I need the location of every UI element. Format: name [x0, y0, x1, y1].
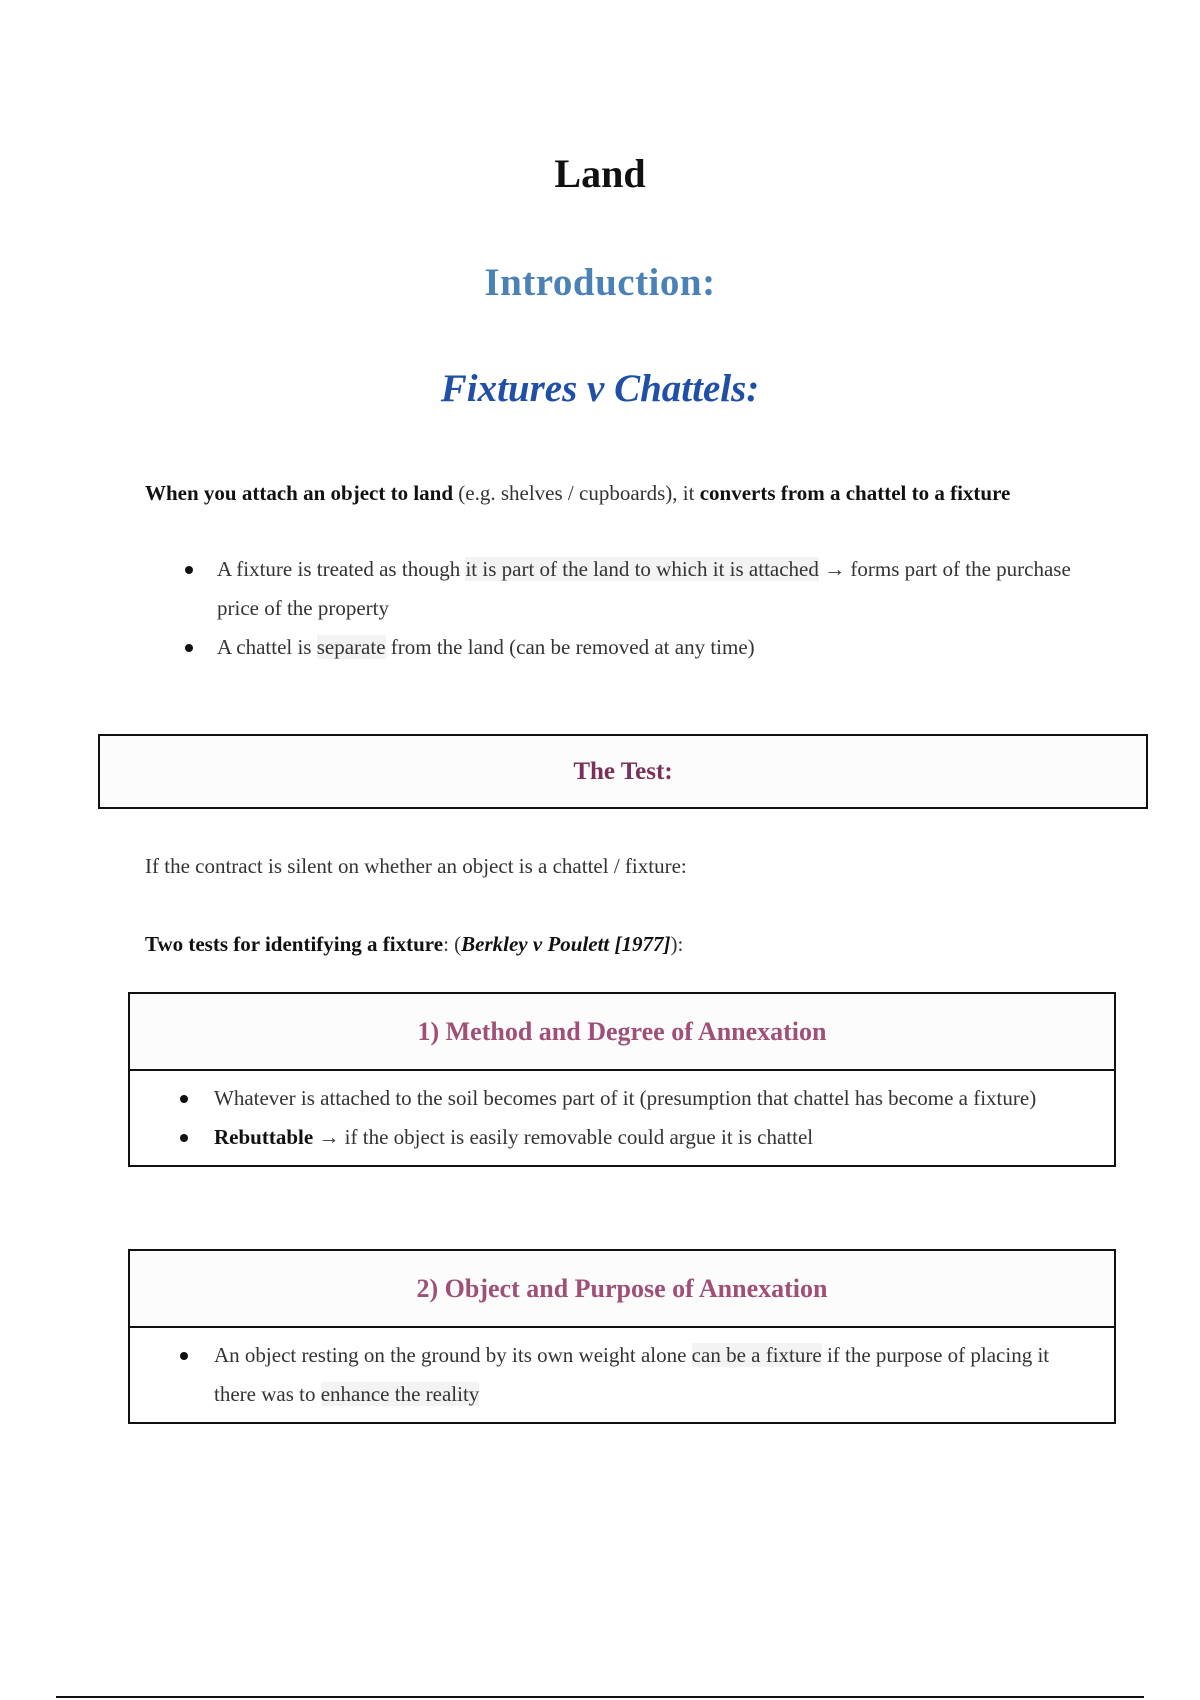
test2-list: [130, 1328, 1114, 1422]
intro-text: (e.g. shelves / cupboards), it: [453, 481, 700, 505]
intro-heading: Introduction:: [484, 261, 716, 304]
the-test-label: The Test:: [573, 757, 673, 785]
intro-bullet-list: [145, 550, 1085, 667]
highlight: separate: [316, 635, 386, 659]
case-citation: Berkley v Poulett [1977]: [461, 932, 671, 956]
silent-contract-paragraph: If the contract is silent on whether an object is a chattel / fixture:: [145, 854, 687, 878]
highlight: enhance the reality: [320, 1382, 480, 1406]
list-item: Rebuttable → if the object is easily removable could argue it is chattel: [130, 1118, 1096, 1157]
highlight: it is part of the land to which it is attached: [465, 557, 819, 581]
test2-box: [128, 1249, 1116, 1424]
intro-bold-1: When you attach an object to land: [145, 481, 454, 505]
intro-bold-2: converts from a chattel to a fixture: [699, 481, 1011, 505]
list-item: A chattel is separate from the land (can be removed at any time): [145, 628, 1085, 667]
list-item: Whatever is attached to the soil becomes part of it (presumption that chattel has become a fixture): [130, 1079, 1096, 1118]
test1-heading: 1) Method and Degree of Annexation: [130, 994, 1114, 1071]
two-tests-paragraph: Two tests for identifying a fixture: (Berkley v Poulett [1977]):: [145, 932, 684, 956]
fixtures-chattels-heading: Fixtures v Chattels:: [440, 367, 760, 410]
intro-paragraph: [145, 474, 1065, 512]
list-item: An object resting on the ground by its own weight alone can be a fixture if the purpose of placing it there was to enhance the reality: [130, 1336, 1096, 1414]
two-tests-lead: Two tests for identifying a fixture: [145, 932, 444, 956]
test2-heading: 2) Object and Purpose of Annexation: [130, 1251, 1114, 1328]
list-item: A fixture is treated as though it is part of the land to which it is attached → forms part of the purchase price of the property: [145, 550, 1085, 628]
bottom-divider: [56, 1696, 1144, 1698]
rebuttable-label: Rebuttable: [214, 1125, 314, 1149]
the-test-banner: [98, 734, 1148, 809]
highlight: can be a fixture: [691, 1343, 822, 1367]
document-title: Land: [554, 151, 646, 196]
test1-box: [128, 992, 1116, 1167]
test1-list: [130, 1071, 1114, 1165]
